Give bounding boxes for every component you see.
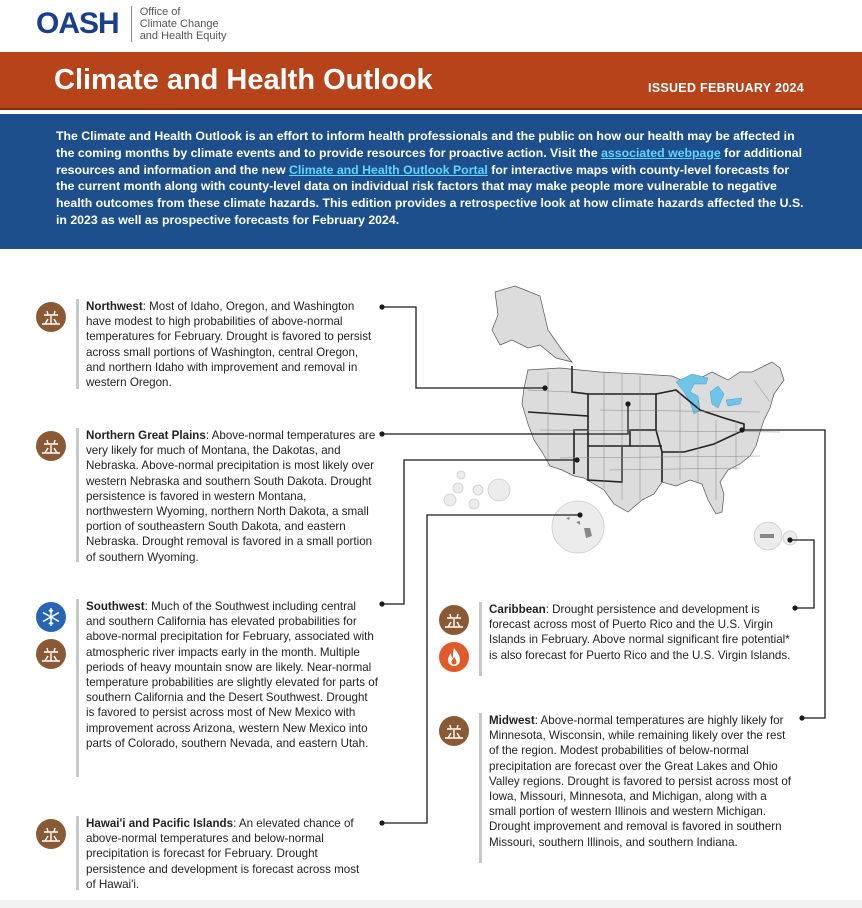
region-text (489, 602, 795, 663)
region-description: : Drought persistence and development is forecast across most of Puerto Rico and the U.S. Virgin Islands in February. Above normal significant fire potential* is also forecast for Puerto Rico and the U.S. Virgin Islands. (489, 603, 791, 662)
region-northwest (36, 299, 376, 391)
drought-icon (36, 639, 66, 669)
outlook-portal-link[interactable]: Climate and Health Outlook Portal (289, 162, 488, 177)
region-description: : Most of Idaho, Oregon, and Washington have modest to high probabilities of above-normal temperatures for February. Drought is favored to persist across small portions of Washington, central Oregon, and northern Idaho with improvement and removal in western Oregon. (86, 300, 372, 390)
pacific-island-circle (444, 494, 456, 506)
region-description: : Above-normal temperatures are very likely for much of Montana, the Dakotas, and Nebraska. Above-normal precipitation is most likely over western Nebraska and southern South Dakota. Drought persistence is favored in western Montana, northwestern Wyoming, northern North Dakota, a small portion of southeastern South Dakota, and eastern Nebraska. Drought removal is favored in a small portion of southern Wyoming. (86, 429, 376, 564)
region-text (86, 428, 376, 565)
connector-dot (625, 401, 630, 406)
region-divider (76, 428, 79, 562)
region-name: Northwest (86, 300, 143, 313)
region-name: Midwest (489, 714, 535, 727)
pacific-island-circle (469, 499, 479, 509)
connector-southwest (382, 460, 577, 604)
drought-icon (36, 302, 66, 332)
alaska-shape (492, 286, 572, 362)
connector-dot (577, 512, 582, 517)
intro-text-1: The Climate and Health Outlook is an effort to inform health professionals and the public on how our health may be affected in the coming months by climate events and to provide resources for proactive action. Visit the (56, 129, 795, 160)
connector-dot (787, 537, 792, 542)
region-hawaii-pacific (36, 816, 376, 892)
drought-icon (36, 431, 66, 461)
region-text (489, 713, 795, 850)
region-name: Hawai'i and Pacific Islands (86, 817, 234, 830)
page-title: Climate and Health Outlook (54, 64, 433, 96)
region-divider (76, 599, 79, 777)
connector-dot (542, 385, 547, 390)
region-name: Southwest (86, 600, 145, 613)
drought-icon (439, 716, 469, 746)
logo-mark: OASH (36, 7, 119, 40)
region-midwest (439, 713, 799, 865)
region-divider (76, 299, 79, 389)
page-footer-strip (0, 900, 862, 908)
region-description: : An elevated chance of above-normal temperatures and below-normal precipitation is forecast for February. Drought persistence and development is forecast across most of Hawai'i. (86, 817, 360, 891)
pacific-island-circle (457, 471, 465, 479)
logo-line-3: and Health Equity (139, 30, 227, 42)
region-name: Caribbean (489, 603, 546, 616)
connector-dot (799, 715, 804, 720)
hawaii-circle (552, 501, 604, 553)
puerto-rico-shape (760, 534, 774, 538)
connector-dot (379, 304, 384, 309)
connector-dot (574, 457, 579, 462)
region-text (86, 299, 376, 390)
connector-dot (379, 820, 384, 825)
contiguous-us-shape (522, 362, 784, 514)
region-northern-great-plains (36, 428, 376, 564)
intro-text-2: for additional resources and information and the new (56, 145, 802, 177)
connector-dot (379, 601, 384, 606)
logo-line-2: Climate Change (139, 18, 219, 30)
region-caribbean (439, 602, 799, 678)
issue-date: ISSUED FEBRUARY 2024 (647, 81, 804, 95)
region-description: : Much of the Southwest including central and southern California has elevated probabilities for above-normal precipitation for February, associated with atmospheric river impacts early in the month. Multiple periods of heavy mountain snow are likely. Near-normal temperature probabilities are slightly elevated for parts of southern California and the Desert Southwest. Drought is favored to persist across most of New Mexico with improvement across Arizona, western New Mexico into parts of Colorado, southern Nevada, and eastern Utah. (86, 600, 378, 750)
logo-line-1: Office of (139, 6, 181, 18)
pacific-island-circle (453, 483, 463, 493)
snowflake-icon (36, 602, 66, 632)
intro-text-3: for interactive maps with county-level forecasts for the current month along with county-level data on individual risk factors that may make people more vulnerable to negative health outcomes from these climate hazards. This edition provides a retrospective look at how climate hazards affected the U.S. in 2023 as well as prospective forecasts for February 2024. (56, 162, 804, 227)
fire-icon (439, 642, 469, 672)
region-text (86, 599, 378, 751)
region-divider (76, 816, 79, 890)
region-text (86, 816, 370, 892)
pacific-island-circle (473, 485, 483, 495)
pacific-island-circle (488, 479, 510, 501)
region-divider (479, 713, 482, 863)
region-southwest (36, 599, 376, 779)
associated-webpage-link[interactable]: associated webpage (601, 145, 721, 160)
region-description: : Above-normal temperatures are highly likely for Minnesota, Wisconsin, while remaining likely over the rest of the region. Modest probabilities of below-normal precipitation are forecast over the Great Lakes and Ohio Valley regions. Drought is favored to persist across most of Iowa, Missouri, Minnesota, and Michigan, along with a small portion of western Illinois and western Michigan. Drought improvement and removal is favored in southern Missouri, southern Illinois, and southern Indiana. (489, 714, 791, 849)
connector-dot (739, 427, 744, 432)
connector-dot (379, 431, 384, 436)
connector-caribbean (790, 540, 814, 608)
region-divider (479, 602, 482, 676)
drought-icon (36, 819, 66, 849)
drought-icon (439, 605, 469, 635)
region-name: Northern Great Plains (86, 429, 206, 442)
